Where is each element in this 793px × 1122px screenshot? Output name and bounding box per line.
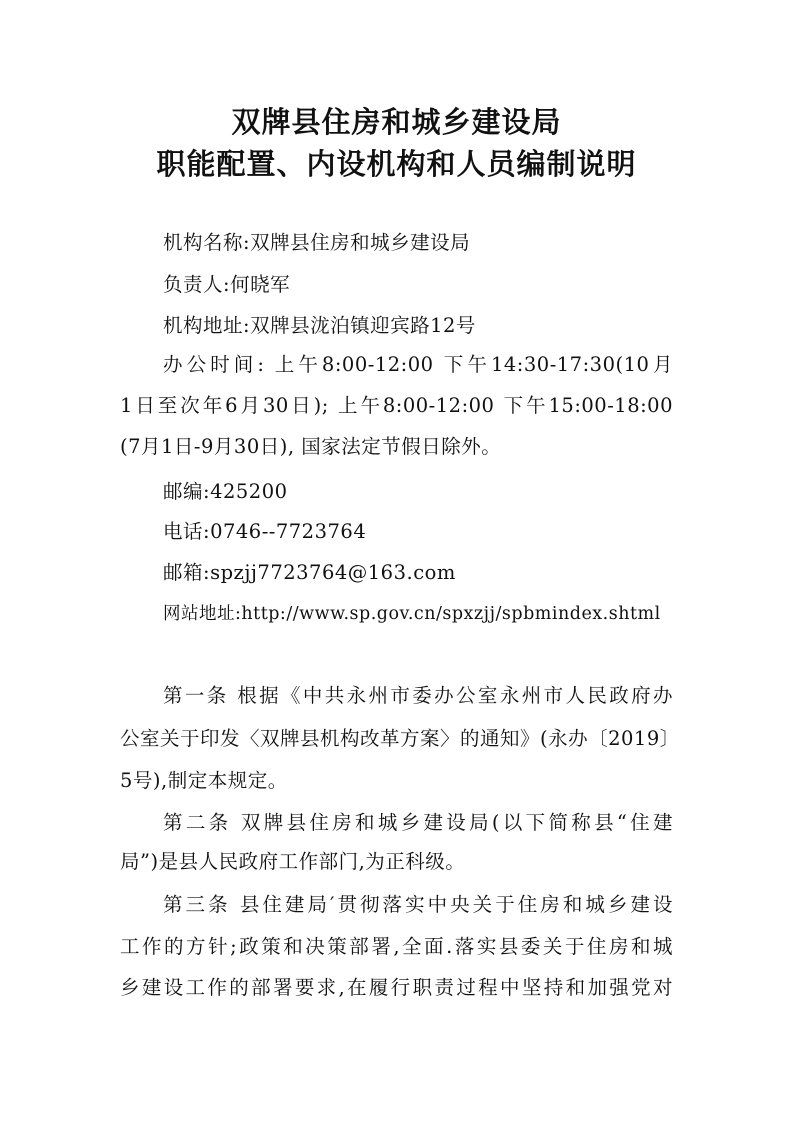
org-name: 机构名称:双牌县住房和城乡建设局 [163,231,471,254]
article-1-line-2: 公室关于印发〈双牌县机构改革方案〉的通知》(永办〔2019〕 [120,727,680,750]
document-title-line-2: 职能配置、内设机构和人员编制说明 [156,147,637,181]
website: 网站地址:http://www.sp.gov.cn/spxzjj/spbmindex.shtml [163,604,661,624]
office-hours-line-1: 办公时间: 上午8:00-12:00 下午14:30-17:30(10月 [163,353,673,376]
article-2-line-1: 第二条 双牌县住房和城乡建设局(以下简称县“住建 [163,811,673,834]
office-hours-line-2: 1日至次年6月30日); 上午8:00-12:00 下午15:00-18:00 [120,394,673,417]
document-title-line-1: 双牌县住房和城乡建设局 [231,105,562,139]
article-1-line-3: 5号),制定本规定。 [120,769,288,792]
article-3-line-3: 乡建设工作的部署要求,在履行职责过程中坚持和加强党对 [120,976,673,999]
article-3-line-1: 第三条 县住建局′贯彻落实中央关于住房和城乡建设 [163,893,673,916]
head-person: 负责人:何晓军 [163,273,291,296]
org-address: 机构地址:双牌县泷泊镇迎宾路12号 [163,314,476,337]
article-2-line-2: 局”)是县人民政府工作部门,为正科级。 [120,850,466,873]
article-3-line-2: 工作的方针;政策和决策部署,全面.落实县委关于住房和城 [120,935,673,958]
phone: 电话:0746--7723764 [163,520,367,543]
email: 邮箱:spzjj7723764@163.com [163,561,456,584]
article-1-line-1: 第一条 根据《中共永州市委办公室永州市人民政府办 [163,684,673,707]
postcode: 邮编:425200 [163,480,288,503]
office-hours-line-3: (7月1日-9月30日), 国家法定节假日除外。 [120,435,502,458]
